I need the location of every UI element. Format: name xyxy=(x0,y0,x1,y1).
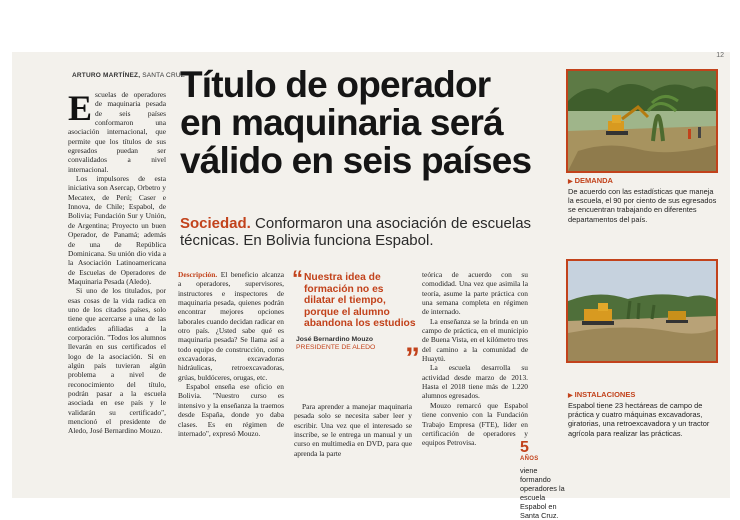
paragraph: La enseñanza se la brinda en un campo de práctica, en el municipio de Buena Vista, en el kilómetro tres del camino a la comunidad de Huaytú. xyxy=(422,316,528,364)
triangle-icon: ▶ xyxy=(568,179,573,185)
caption-title-text: DEMANDA xyxy=(574,176,613,185)
paragraph: Si uno de los titulados, por esas cosas de la vida radica en uno de los citados países, solo tiene que acercarse a una de las entidades afiliadas a la corporación. "Todos los alumnos llevarán en sus certificados el logo de la asociación. Si en algún país tuvieran algún problema a nivel de reconocimiento del título, podrán pasar a la escuela asociada en ese país y le validarán su certificado", mencionó el presidente de Aledo, José Bernardino Mouzo. xyxy=(68,286,166,436)
stat-unit: AÑOS xyxy=(520,456,539,462)
paragraph: La escuela desarrolla su actividad desde marzo de 2013. Hasta el 2018 tiene más de 1.220 alumnos egresados. xyxy=(422,363,528,401)
article-column-1 xyxy=(68,90,166,436)
deck xyxy=(180,215,566,249)
drop-cap: E xyxy=(68,88,93,128)
caption-text-instalaciones: Espabol tiene 23 hectáreas de campo de práctica y cuatro máquinas excavadoras, giratorias, una retroexcavadora y un tractor agrícola para realizar las prácticas. xyxy=(568,401,710,438)
paragraph: teórica de acuerdo con su comodidad. Una vez que asimila la teoría, asume la parte práctica con una semana completa en régimen de internado. xyxy=(422,270,528,317)
paragraph-text: El beneficio alcanza a operadores, supervisores, instructores e inspectores de maquinaria pesada, quienes podrán encontrar mejores opciones laborales cuando decidan radicar en otro país. ¿Usted sabe qué es maquinaria pesada? Se llama así a todo equipo de construcción, como excavadoras, excavadoras hidráulicas, retroexcavadoras, grúas, buldóceres, orugas, etc. xyxy=(178,270,284,382)
subhead-lead: Descripción. xyxy=(178,270,218,279)
byline-author: ARTURO MARTÍNEZ, xyxy=(72,72,141,79)
quote-close-mark: ” xyxy=(405,342,420,375)
headline xyxy=(180,66,568,180)
excavator-field-image xyxy=(568,71,716,171)
stat-box xyxy=(520,440,570,520)
article-column-4 xyxy=(422,270,528,448)
pull-quote xyxy=(292,266,420,375)
paragraph: Espabol enseña ese oficio en Bolivia. "Nuestro curso es intensivo y la enseñanza la traemos desde España, donde yo daba clases. Es en régimen de internado", expresó Mouzo. xyxy=(178,382,284,438)
quote-open-mark: “ xyxy=(292,266,303,291)
paragraph xyxy=(178,270,284,382)
deck-text: Conformaron una asociación de escuelas técnicas. En Bolivia funciona Espabol. xyxy=(180,215,532,249)
paragraph: Para aprender a manejar maquinaria pesada solo se necesita saber leer y escribir. Una vez que el interesado se inscribe, se le entrega un manual y un curso en multimedia en DVD, para que aprenda la parte xyxy=(294,402,412,458)
paragraph: Mouzo remarcó que Espabol tiene convenio con la Fundación Trabajo Empresa (FTE), líder en certificación de operadores y equipos Petrovisa. xyxy=(422,400,528,448)
caption-title-text: INSTALACIONES xyxy=(574,390,636,399)
page-number: 12 xyxy=(716,52,724,59)
photo-excavator-field xyxy=(566,69,718,173)
caption-title-instalaciones xyxy=(568,390,635,399)
article-column-2 xyxy=(178,270,284,438)
article-column-3 xyxy=(294,402,412,458)
stat-number: 5 xyxy=(520,439,529,456)
pull-quote-role: PRESIDENTE DE ALEDO xyxy=(296,343,376,351)
headline-line: Título de operador xyxy=(180,64,491,105)
pull-quote-name: José Bernardino Mouzo xyxy=(296,335,374,343)
byline xyxy=(72,72,185,79)
newspaper-page xyxy=(12,52,730,520)
paragraph: Los impulsores de esta iniciativa son Asercap, Orbetro y Mecatex, de Perú; Caser e Innova, de Chile; Espabol, de Bolivia; Fundación Sur y Unión, de Argentina; Proyecto un buen Operador, de Panamá; además de una de República Dominicana. Su unión dio vida a la Asociación Latinoamericana de Escuelas de Operadores de Maquinaria Pesada (Aledo). xyxy=(68,174,166,286)
deck-kicker: Sociedad. xyxy=(180,215,251,232)
caption-title-demanda xyxy=(568,176,613,185)
stat-text: viene formando operadores la escuela Espabol en Santa Cruz. xyxy=(520,466,565,520)
paragraph: scuelas de operadores de maquinaria pesada de seis países conformaron una asociación internacional, que permite que los títulos de sus egresados puedan ser convalidados a nivel internacional. xyxy=(68,90,166,174)
photo-installations xyxy=(566,259,718,363)
headline-line: en maquinaria será xyxy=(180,102,503,143)
caption-text-demanda: De acuerdo con las estadísticas que maneja la escuela, el 90 por ciento de sus egresados se encuentran trabajando en diferentes departamentos del país. xyxy=(568,187,717,224)
headline-line: válido en seis países xyxy=(180,140,532,181)
triangle-icon: ▶ xyxy=(568,393,573,399)
pull-quote-text: Nuestra idea de formación no es dilatar el tiempo, porque el alumno abandona los estudios xyxy=(304,272,416,330)
installations-image xyxy=(568,261,716,361)
byline-place: SANTA CRUZ xyxy=(142,72,185,79)
